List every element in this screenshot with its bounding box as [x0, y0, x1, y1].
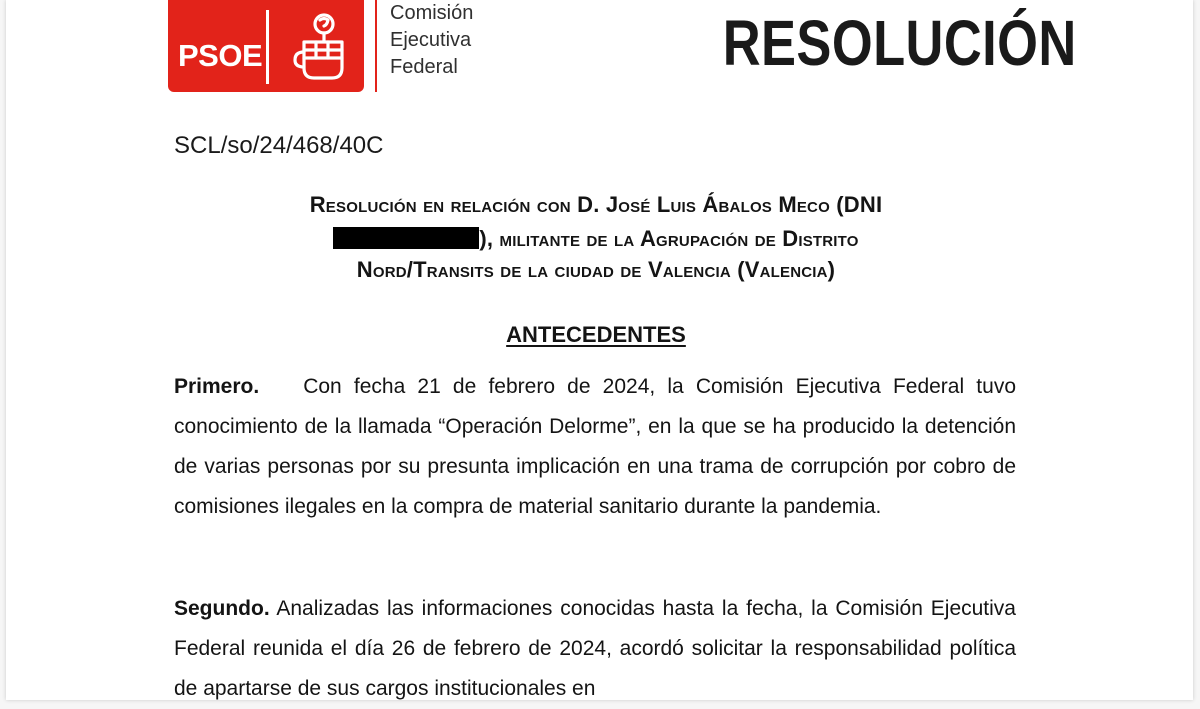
paragraph-lead: Primero.	[174, 375, 260, 398]
paragraph-lead: Segundo.	[174, 597, 270, 620]
org-line: Ejecutiva	[390, 29, 472, 51]
reference-number: SCL/so/24/468/40C	[174, 132, 384, 159]
paragraph-text: Analizadas las informaciones conocidas hasta la fecha, la Comisión Ejecutiva Federal reunida el día 26 de febrero de 2024, acordó solicitar la responsabilidad política de apartarse de sus cargos institucionales en	[174, 597, 1016, 700]
paragraph-text: Con fecha 21 de febrero de 2024, la Comisión Ejecutiva Federal tuvo conocimiento de la llamada “Operación Delorme”, en la que se ha producido la detención de varias personas por su presunta implicación en una trama de corrupción por cobro de comisiones ilegales en la compra de material sanitario durante la pandemia.	[174, 375, 1016, 518]
resolution-title-line	[166, 226, 1026, 252]
redaction-block	[333, 227, 479, 249]
section-title: ANTECEDENTES	[506, 322, 686, 347]
document-type-heading: RESOLUCIÓN	[723, 7, 1077, 79]
logo-text: PSOE	[178, 38, 263, 73]
fist-rose-icon	[280, 8, 356, 86]
resolution-title-text: Nord/Transits de la ciudad de Valencia (Valencia)	[356, 257, 836, 282]
psoe-logo	[168, 0, 364, 92]
resolution-title-text: Resolución en relación con D. José Luis Ábalos Meco (DNI	[309, 192, 883, 217]
logo-divider	[375, 0, 377, 92]
resolution-title-text: ), militante de la Agrupación de Distrito	[479, 226, 859, 251]
paragraph-segundo	[174, 589, 1016, 709]
org-line: Federal	[390, 56, 458, 78]
resolution-title-line	[166, 257, 1026, 283]
document-page	[6, 0, 1193, 700]
organization-name	[390, 0, 473, 81]
org-line: Comisión	[390, 2, 474, 24]
resolution-title-line	[166, 192, 1026, 218]
paragraph-primero	[174, 367, 1016, 527]
logo-separator	[266, 10, 269, 84]
